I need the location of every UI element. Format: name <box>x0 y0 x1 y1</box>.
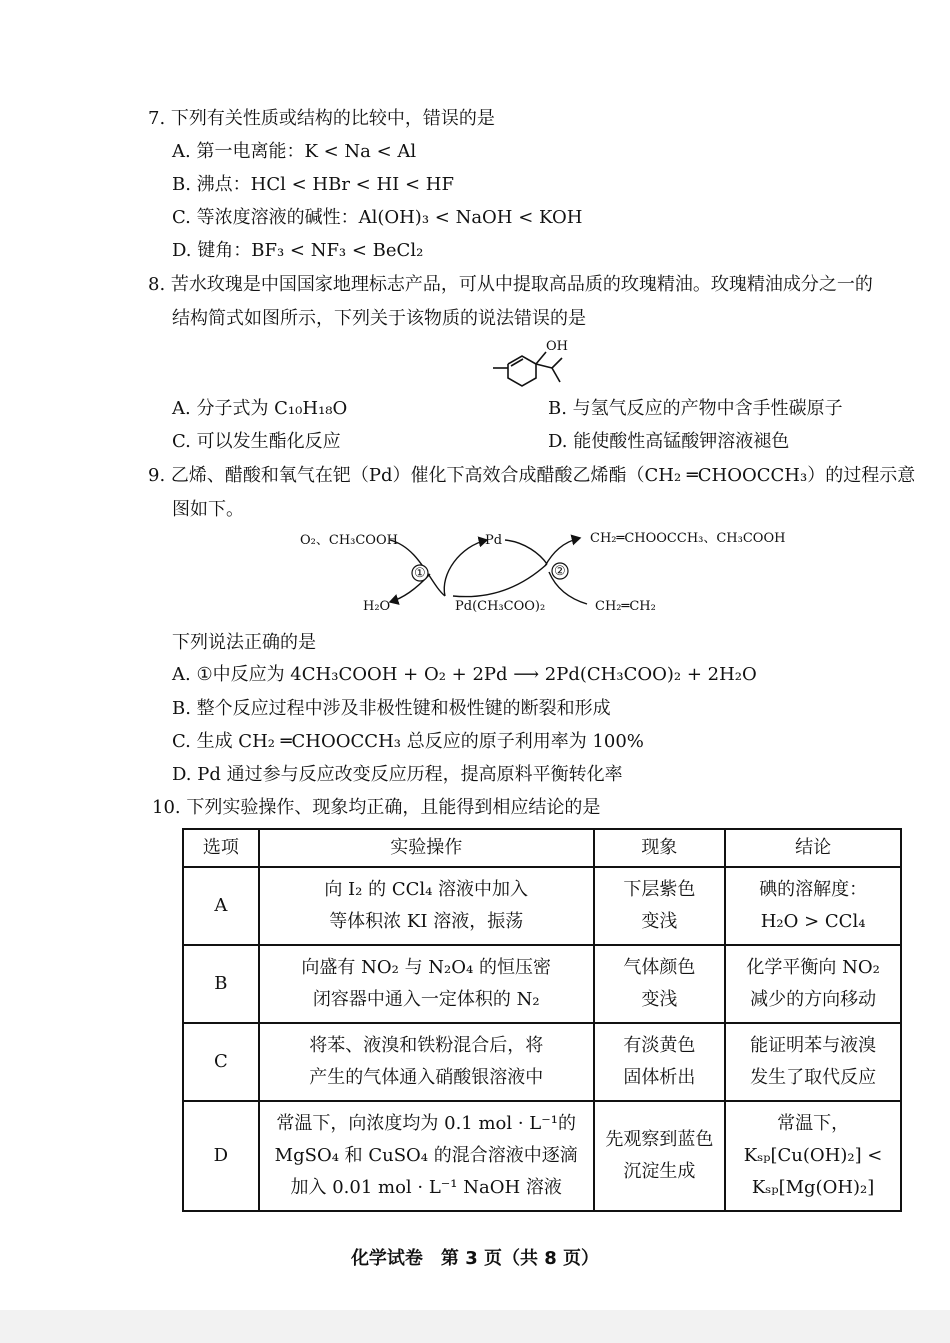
header-conclusion: 结论 <box>725 829 901 867</box>
catalytic-cycle-diagram <box>295 524 795 624</box>
pd-label: Pd <box>485 533 503 548</box>
cycle-arrow-to-pd <box>444 540 487 596</box>
question-7-option-a: A. 第一电离能：K < Na < Al <box>172 141 417 162</box>
row-b-phenomenon-line: 变浅 <box>641 989 678 1010</box>
row-a-conclusion-line: 碘的溶解度： <box>759 879 868 900</box>
row-d-conclusion <box>725 1101 901 1211</box>
row-a-phenomenon-line: 下层紫色 <box>623 879 696 900</box>
header-operation: 实验操作 <box>259 829 594 867</box>
question-9-option-c: C. 生成 CH₂ ═CHOOCCH₃ 总反应的原子利用率为 100% <box>172 731 644 752</box>
row-a-operation-line: 等体积浓 KI 溶液，振荡 <box>329 911 524 932</box>
product-water: H₂O <box>363 599 391 614</box>
question-7-option-d: D. 键角：BF₃ < NF₃ < BeCl₂ <box>172 240 424 261</box>
question-8-option-b: B. 与氢气反应的产物中含手性碳原子 <box>548 398 843 419</box>
row-d-option: D <box>183 1101 259 1211</box>
scan-bottom-margin <box>0 1310 950 1343</box>
experiment-table <box>182 828 902 1212</box>
row-c-conclusion <box>725 1023 901 1101</box>
row-d-conclusion-line: 常温下， <box>777 1113 850 1134</box>
question-9-stem-line-1: 9. 乙烯、醋酸和氧气在钯（Pd）催化下高效合成醋酸乙烯酯（CH₂ ═CHOOCCH₃）的过程示意 <box>148 465 916 486</box>
row-b-option: B <box>183 945 259 1023</box>
row-d-operation <box>259 1101 594 1211</box>
row-a-conclusion-line: H₂O > CCl₄ <box>760 911 866 932</box>
cycle-arrow-product-out <box>545 538 580 566</box>
row-d-phenomenon-line: 沉淀生成 <box>623 1161 696 1182</box>
row-d-operation-line: 加入 0.01 mol · L⁻¹ NaOH 溶液 <box>290 1177 562 1198</box>
row-d-phenomenon-line: 先观察到蓝色 <box>605 1129 714 1150</box>
row-d-phenomenon <box>594 1101 726 1211</box>
table-row <box>183 1023 901 1101</box>
row-c-phenomenon <box>594 1023 726 1101</box>
row-b-operation <box>259 945 594 1023</box>
step-2-label: ② <box>554 564 566 579</box>
header-phenomenon: 现象 <box>594 829 726 867</box>
cycle-arrow-pdac-to-right <box>453 564 547 597</box>
table-header-row <box>183 829 901 867</box>
question-8-stem-line-1: 8. 苦水玫瑰是中国国家地理标志产品，可从中提取高品质的玫瑰精油。玫瑰精油成分之一的 <box>148 274 873 295</box>
question-8-stem-line-2: 结构简式如图所示，下列关于该物质的说法错误的是 <box>172 308 586 329</box>
table-row <box>183 1101 901 1211</box>
question-9-option-d: D. Pd 通过参与反应改变反应历程，提高原料平衡转化率 <box>172 764 623 785</box>
question-9-option-b: B. 整个反应过程中涉及非极性键和极性键的断裂和形成 <box>172 698 611 719</box>
page-footer: 化学试卷 第 3 页（共 8 页） <box>350 1248 600 1269</box>
row-a-option: A <box>183 867 259 945</box>
question-10-stem: 10. 下列实验操作、现象均正确，且能得到相应结论的是 <box>152 797 601 818</box>
row-b-operation-line: 闭容器中通入一定体积的 N₂ <box>312 989 540 1010</box>
products-vinyl-acetate: CH₂═CHOOCCH₃、CH₃COOH <box>590 531 786 546</box>
table-row <box>183 867 901 945</box>
row-a-operation-line: 向 I₂ 的 CCl₄ 溶液中加入 <box>324 879 529 900</box>
row-d-operation-line: 常温下，向浓度均为 0.1 mol · L⁻¹的 <box>276 1113 576 1134</box>
row-c-operation <box>259 1023 594 1101</box>
row-c-option: C <box>183 1023 259 1101</box>
row-c-operation-line: 产生的气体通入硝酸银溶液中 <box>309 1067 544 1088</box>
question-7-option-b: B. 沸点：HCl < HBr < HI < HF <box>172 174 454 195</box>
question-9-stem-line-2: 图如下。 <box>172 499 244 520</box>
hydroxyl-label: OH <box>546 339 568 354</box>
question-9-prompt: 下列说法正确的是 <box>172 632 316 653</box>
question-7-option-c: C. 等浓度溶液的碱性：Al(OH)₃ < NaOH < KOH <box>172 207 583 228</box>
step-1-label: ① <box>414 566 426 581</box>
question-8-option-c: C. 可以发生酯化反应 <box>172 431 341 452</box>
row-a-operation <box>259 867 594 945</box>
cycle-arrow-pd-loop <box>505 540 547 564</box>
reactants-o2-acetic-acid: O₂、CH₃COOH <box>300 533 398 548</box>
row-c-conclusion-line: 能证明苯与液溴 <box>750 1035 877 1056</box>
pd-acetate-label: Pd(CH₃COO)₂ <box>455 599 546 614</box>
row-b-conclusion <box>725 945 901 1023</box>
row-a-phenomenon <box>594 867 726 945</box>
row-b-conclusion-line: 化学平衡向 NO₂ <box>746 957 880 978</box>
row-b-conclusion-line: 减少的方向移动 <box>750 989 877 1010</box>
header-option: 选项 <box>183 829 259 867</box>
question-8-option-a: A. 分子式为 C₁₀H₁₈O <box>172 398 348 419</box>
row-b-phenomenon <box>594 945 726 1023</box>
row-c-phenomenon-line: 固体析出 <box>623 1067 696 1088</box>
row-c-operation-line: 将苯、液溴和铁粉混合后，将 <box>309 1035 544 1056</box>
row-c-phenomenon-line: 有淡黄色 <box>623 1035 696 1056</box>
row-b-phenomenon-line: 气体颜色 <box>623 957 696 978</box>
question-9-option-a: A. ①中反应为 4CH₃COOH + O₂ + 2Pd ⟶ 2Pd(CH₃COO)₂ + 2H₂O <box>172 664 757 685</box>
question-7-stem: 7. 下列有关性质或结构的比较中，错误的是 <box>148 108 495 129</box>
row-a-phenomenon-line: 变浅 <box>641 911 678 932</box>
row-c-conclusion-line: 发生了取代反应 <box>750 1067 877 1088</box>
row-d-conclusion-line: Kₛₚ[Mg(OH)₂] <box>751 1177 875 1198</box>
row-a-conclusion <box>725 867 901 945</box>
terpineol-structure-diagram <box>490 336 590 390</box>
row-d-conclusion-line: Kₛₚ[Cu(OH)₂] < <box>743 1145 883 1166</box>
question-8-option-d: D. 能使酸性高锰酸钾溶液褪色 <box>548 431 790 452</box>
row-b-operation-line: 向盛有 NO₂ 与 N₂O₄ 的恒压密 <box>301 957 551 978</box>
row-d-operation-line: MgSO₄ 和 CuSO₄ 的混合溶液中逐滴 <box>274 1145 578 1166</box>
table-row <box>183 945 901 1023</box>
reactant-ethylene: CH₂═CH₂ <box>595 599 656 614</box>
